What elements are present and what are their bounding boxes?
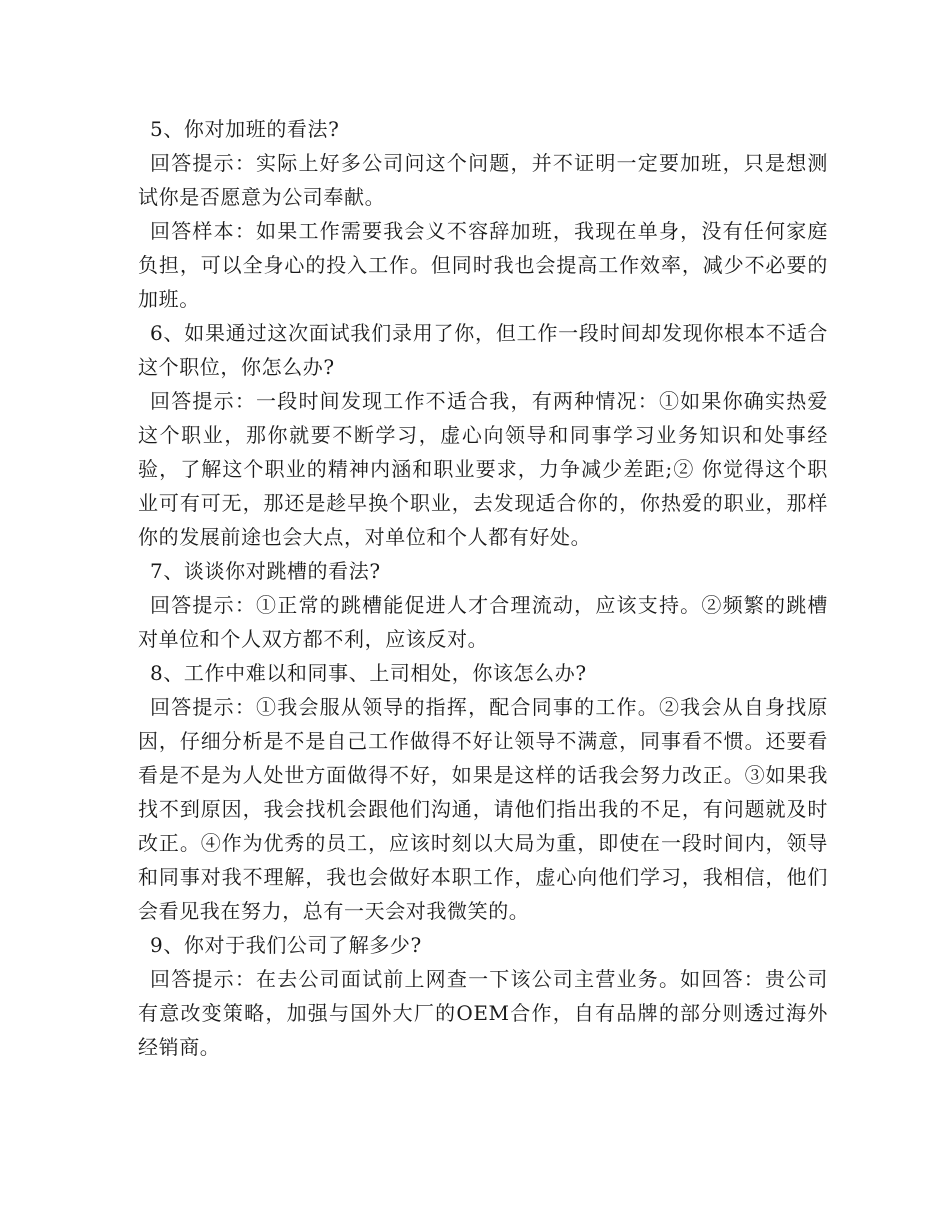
answer-sample-5: 回答样本：如果工作需要我会义不容辞加班，我现在单身，没有任何家庭负担，可以全身心的投入工作。但同时我也会提高工作效率，减少不必要的加班。 [138,219,828,311]
question-8: 8、工作中难以和同事、上司相处，你该怎么办? [150,661,587,685]
question-9: 9、你对于我们公司了解多少? [150,933,422,957]
question-5: 5、你对加班的看法? [150,117,340,141]
answer-hint-9: 回答提示：在去公司面试前上网查一下该公司主营业务。如回答：贵公司有意改变策略，加强与国外大厂的OEM合作，自有品牌的部分则透过海外经销商。 [138,967,828,1059]
answer-hint-7: 回答提示：①正常的跳槽能促进人才合理流动，应该支持。②频繁的跳槽对单位和个人双方都不利，应该反对。 [138,593,828,651]
answer-hint-8: 回答提示：①我会服从领导的指挥，配合同事的工作。②我会从自身找原因，仔细分析是不是自己工作做得不好让领导不满意，同事看不惯。还要看看是不是为人处世方面做得不好，如果是这样的话我会努力改正。③如果我找不到原因，我会找机会跟他们沟通，请他们指出我的不足，有问题就及时改正。④作为优秀的员工，应该时刻以大局为重，即使在一段时间内，领导和同事对我不理解，我也会做好本职工作，虚心向他们学习，我相信，他们会看见我在努力，总有一天会对我微笑的。 [138,695,828,923]
answer-hint-6: 回答提示：一段时间发现工作不适合我，有两种情况：①如果你确实热爱这个职业，那你就要不断学习，虚心向领导和同事学习业务知识和处事经验，了解这个职业的精神内涵和职业要求，力争减少差距;② 你觉得这个职业可有可无，那还是趁早换个职业，去发现适合你的，你热爱的职业，那样你的发展前途也会大点，对单位和个人都有好处。 [138,389,828,549]
question-7: 7、谈谈你对跳槽的看法? [150,559,381,583]
answer-hint-5: 回答提示：实际上好多公司问这个问题，并不证明一定要加班，只是想测试你是否愿意为公司奉献。 [138,151,828,209]
question-6: 6、如果通过这次面试我们录用了你，但工作一段时间却发现你根本不适合这个职位，你怎么办? [138,321,828,379]
document-body [138,112,828,1064]
